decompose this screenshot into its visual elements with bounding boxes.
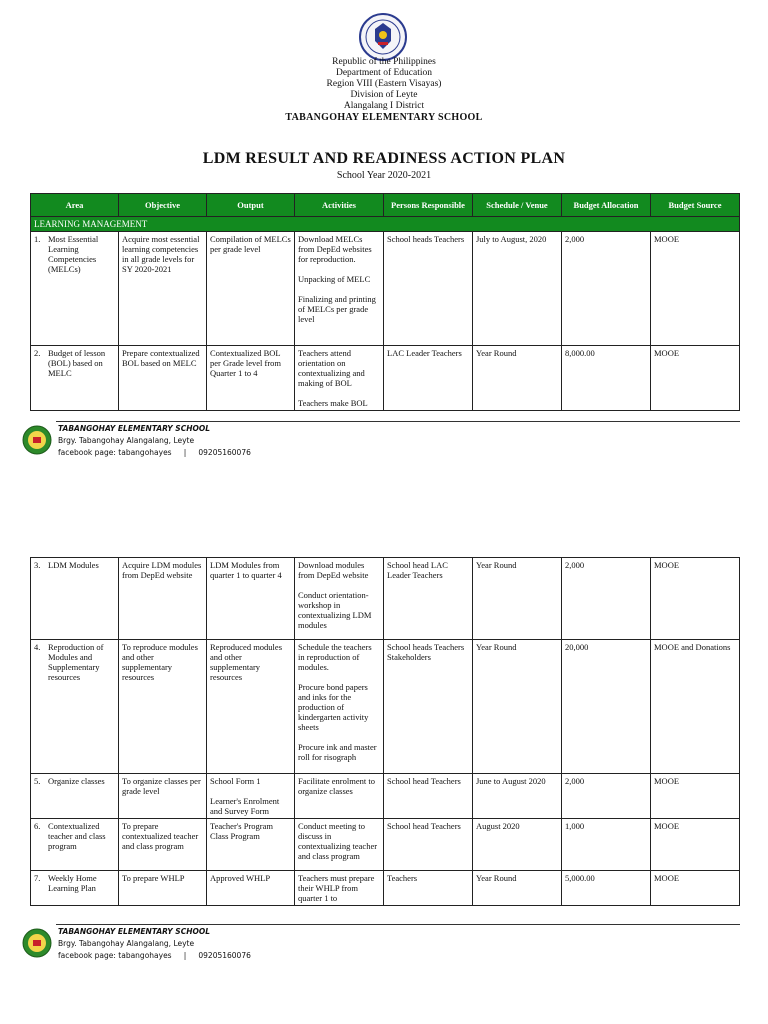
cell-output: Teacher's Program Class Program xyxy=(207,819,295,871)
cell-budget-source: MOOE xyxy=(651,558,740,640)
cell-objective: To prepare contextualized teacher and class program xyxy=(119,819,207,871)
cell-budget-allocation: 20,000 xyxy=(562,640,651,774)
footer-school: TABANGOHAY ELEMENTARY SCHOOL xyxy=(58,927,210,936)
cell-schedule: Year Round xyxy=(473,871,562,906)
footer-school: TABANGOHAY ELEMENTARY SCHOOL xyxy=(58,424,210,433)
area-text: Reproduction of Modules and Supplementary resources xyxy=(48,642,104,682)
cell-persons-responsible: School head LAC Leader Teachers xyxy=(384,558,473,640)
header-schedule-venue: Schedule / Venue xyxy=(473,194,562,217)
table-row xyxy=(31,346,740,411)
cell-persons-responsible: School head Teachers xyxy=(384,774,473,819)
section-learning-management: LEARNING MANAGEMENT xyxy=(31,217,740,232)
cell-area xyxy=(31,346,119,411)
cell-output: Approved WHLP xyxy=(207,871,295,906)
cell-objective: To prepare WHLP xyxy=(119,871,207,906)
area-text: Budget of lesson (BOL) based on MELC xyxy=(48,348,106,378)
row-number: 7. xyxy=(34,873,41,883)
cell-budget-source: MOOE xyxy=(651,346,740,411)
cell-activities xyxy=(295,558,384,640)
cell-objective: To reproduce modules and other supplementary resources xyxy=(119,640,207,774)
cell-activities xyxy=(295,640,384,774)
letterhead-department: Department of Education xyxy=(335,68,433,78)
footer-separator: | xyxy=(183,448,187,457)
table-row xyxy=(31,558,740,640)
cell-area xyxy=(31,774,119,819)
footer-phone: 09205160076 xyxy=(198,448,251,457)
footer-facebook: facebook page: tabangohayes xyxy=(58,448,172,457)
area-text: Contextualized teacher and class program xyxy=(48,821,106,851)
activity-item: Download MELCs from DepEd websites for reproduction. xyxy=(298,234,372,264)
cell-output: LDM Modules from quarter 1 to quarter 4 xyxy=(207,558,295,640)
cell-area xyxy=(31,819,119,871)
row-number: 3. xyxy=(34,560,41,570)
area-text: Weekly Home Learning Plan xyxy=(48,873,97,893)
footer-facebook: facebook page: tabangohayes xyxy=(58,951,172,960)
row-number: 2. xyxy=(34,348,41,358)
cell-budget-allocation: 5,000.00 xyxy=(562,871,651,906)
cell-persons-responsible: School heads Teachers Stakeholders xyxy=(384,640,473,774)
cell-persons-responsible: School head Teachers xyxy=(384,819,473,871)
letterhead-region: Region VIII (Eastern Visayas) xyxy=(326,79,442,89)
header-area: Area xyxy=(31,194,119,217)
cell-activities xyxy=(295,346,384,411)
cell-schedule: Year Round xyxy=(473,558,562,640)
header-persons-responsible: Persons Responsible xyxy=(384,194,473,217)
cell-budget-allocation: 2,000 xyxy=(562,232,651,346)
cell-output: School Form 1 Learner's Enrolment and Survey Form xyxy=(207,774,295,819)
cell-activities xyxy=(295,232,384,346)
cell-area xyxy=(31,558,119,640)
footer-rule xyxy=(56,924,740,925)
activity-item: Teachers attend orientation on contextualizing and making of BOL xyxy=(298,348,365,388)
cell-output: Contextualized BOL per Grade level from Quarter 1 to 4 xyxy=(207,346,295,411)
cell-objective: Acquire LDM modules from DepEd website xyxy=(119,558,207,640)
header-budget-source: Budget Source xyxy=(651,194,740,217)
school-logo-icon xyxy=(22,425,52,455)
row-number: 4. xyxy=(34,642,41,652)
cell-objective: To organize classes per grade level xyxy=(119,774,207,819)
activity-item: Conduct orientation-workshop in contextualizing LDM modules xyxy=(298,590,372,630)
footer-rule xyxy=(56,421,740,422)
cell-schedule: Year Round xyxy=(473,640,562,774)
cell-persons-responsible: Teachers xyxy=(384,871,473,906)
header-activities: Activities xyxy=(295,194,384,217)
school-year: School Year 2020-2021 xyxy=(336,170,432,181)
cell-schedule: Year Round xyxy=(473,346,562,411)
cell-persons-responsible: LAC Leader Teachers xyxy=(384,346,473,411)
table-row xyxy=(31,774,740,819)
cell-schedule: August 2020 xyxy=(473,819,562,871)
area-text: LDM Modules xyxy=(48,560,99,570)
activity-item: Conduct meeting to discuss in contextualizing teacher and class program xyxy=(298,821,378,861)
cell-activities xyxy=(295,871,384,906)
cell-area xyxy=(31,232,119,346)
row-number: 5. xyxy=(34,776,41,786)
header-budget-allocation: Budget Allocation xyxy=(562,194,651,217)
activity-item: Teachers must prepare their WHLP from quarter 1 to xyxy=(298,873,375,903)
cell-schedule: June to August 2020 xyxy=(473,774,562,819)
cell-budget-source: MOOE xyxy=(651,774,740,819)
table-row xyxy=(31,871,740,906)
action-plan-table-part-2 xyxy=(30,557,740,906)
cell-area xyxy=(31,871,119,906)
footer-separator: | xyxy=(183,951,187,960)
row-number: 1. xyxy=(34,234,41,244)
activity-item: Facilitate enrolment to organize classes xyxy=(298,776,375,796)
table-row xyxy=(31,640,740,774)
cell-budget-allocation: 1,000 xyxy=(562,819,651,871)
cell-area xyxy=(31,640,119,774)
letterhead xyxy=(0,57,768,123)
header-output: Output xyxy=(207,194,295,217)
activity-item: Unpacking of MELC xyxy=(298,274,371,284)
footer-address: Brgy. Tabangohay Alangalang, Leyte xyxy=(58,939,195,948)
header-objective: Objective xyxy=(119,194,207,217)
row-number: 6. xyxy=(34,821,41,831)
letterhead-school: TABANGOHAY ELEMENTARY SCHOOL xyxy=(285,112,483,123)
letterhead-district: Alangalang I District xyxy=(343,101,425,111)
cell-budget-source: MOOE and Donations xyxy=(651,640,740,774)
cell-persons-responsible: School heads Teachers xyxy=(384,232,473,346)
document-title: LDM RESULT AND READINESS ACTION PLAN xyxy=(202,150,566,167)
activity-item: Schedule the teachers in reproduction of modules. xyxy=(298,642,372,672)
activity-item: Procure bond papers and inks for the production of kindergarten activity sheets xyxy=(298,682,369,732)
activity-item: Download modules from DepEd website xyxy=(298,560,369,580)
activity-item: Teachers make BOL xyxy=(298,398,368,408)
table-row xyxy=(31,819,740,871)
area-text: Organize classes xyxy=(48,776,105,786)
footer-phone: 09205160076 xyxy=(198,951,251,960)
cell-budget-source: MOOE xyxy=(651,871,740,906)
footer-address: Brgy. Tabangohay Alangalang, Leyte xyxy=(58,436,195,445)
deped-seal-logo xyxy=(358,12,408,62)
cell-activities xyxy=(295,819,384,871)
cell-budget-source: MOOE xyxy=(651,232,740,346)
cell-budget-allocation: 2,000 xyxy=(562,558,651,640)
cell-budget-source: MOOE xyxy=(651,819,740,871)
cell-activities xyxy=(295,774,384,819)
letterhead-division: Division of Leyte xyxy=(350,90,418,100)
action-plan-table-part-1 xyxy=(30,193,740,411)
school-logo-icon xyxy=(22,928,52,958)
letterhead-country: Republic of the Philippines xyxy=(332,57,436,67)
cell-output: Reproduced modules and other supplementary resources xyxy=(207,640,295,774)
cell-budget-allocation: 8,000.00 xyxy=(562,346,651,411)
section-row xyxy=(31,217,740,232)
activity-item: Finalizing and printing of MELCs per grade level xyxy=(298,294,376,324)
cell-output: Compilation of MELCs per grade level xyxy=(207,232,295,346)
table-row xyxy=(31,232,740,346)
cell-objective: Acquire most essential learning competencies in all grade levels for SY 2020-2021 xyxy=(119,232,207,346)
area-text: Most Essential Learning Competencies (MELCs) xyxy=(48,234,99,274)
cell-budget-allocation: 2,000 xyxy=(562,774,651,819)
activity-item: Procure ink and master roll for risograph xyxy=(298,742,377,762)
cell-objective: Prepare contextualized BOL based on MELC xyxy=(119,346,207,411)
cell-schedule: July to August, 2020 xyxy=(473,232,562,346)
